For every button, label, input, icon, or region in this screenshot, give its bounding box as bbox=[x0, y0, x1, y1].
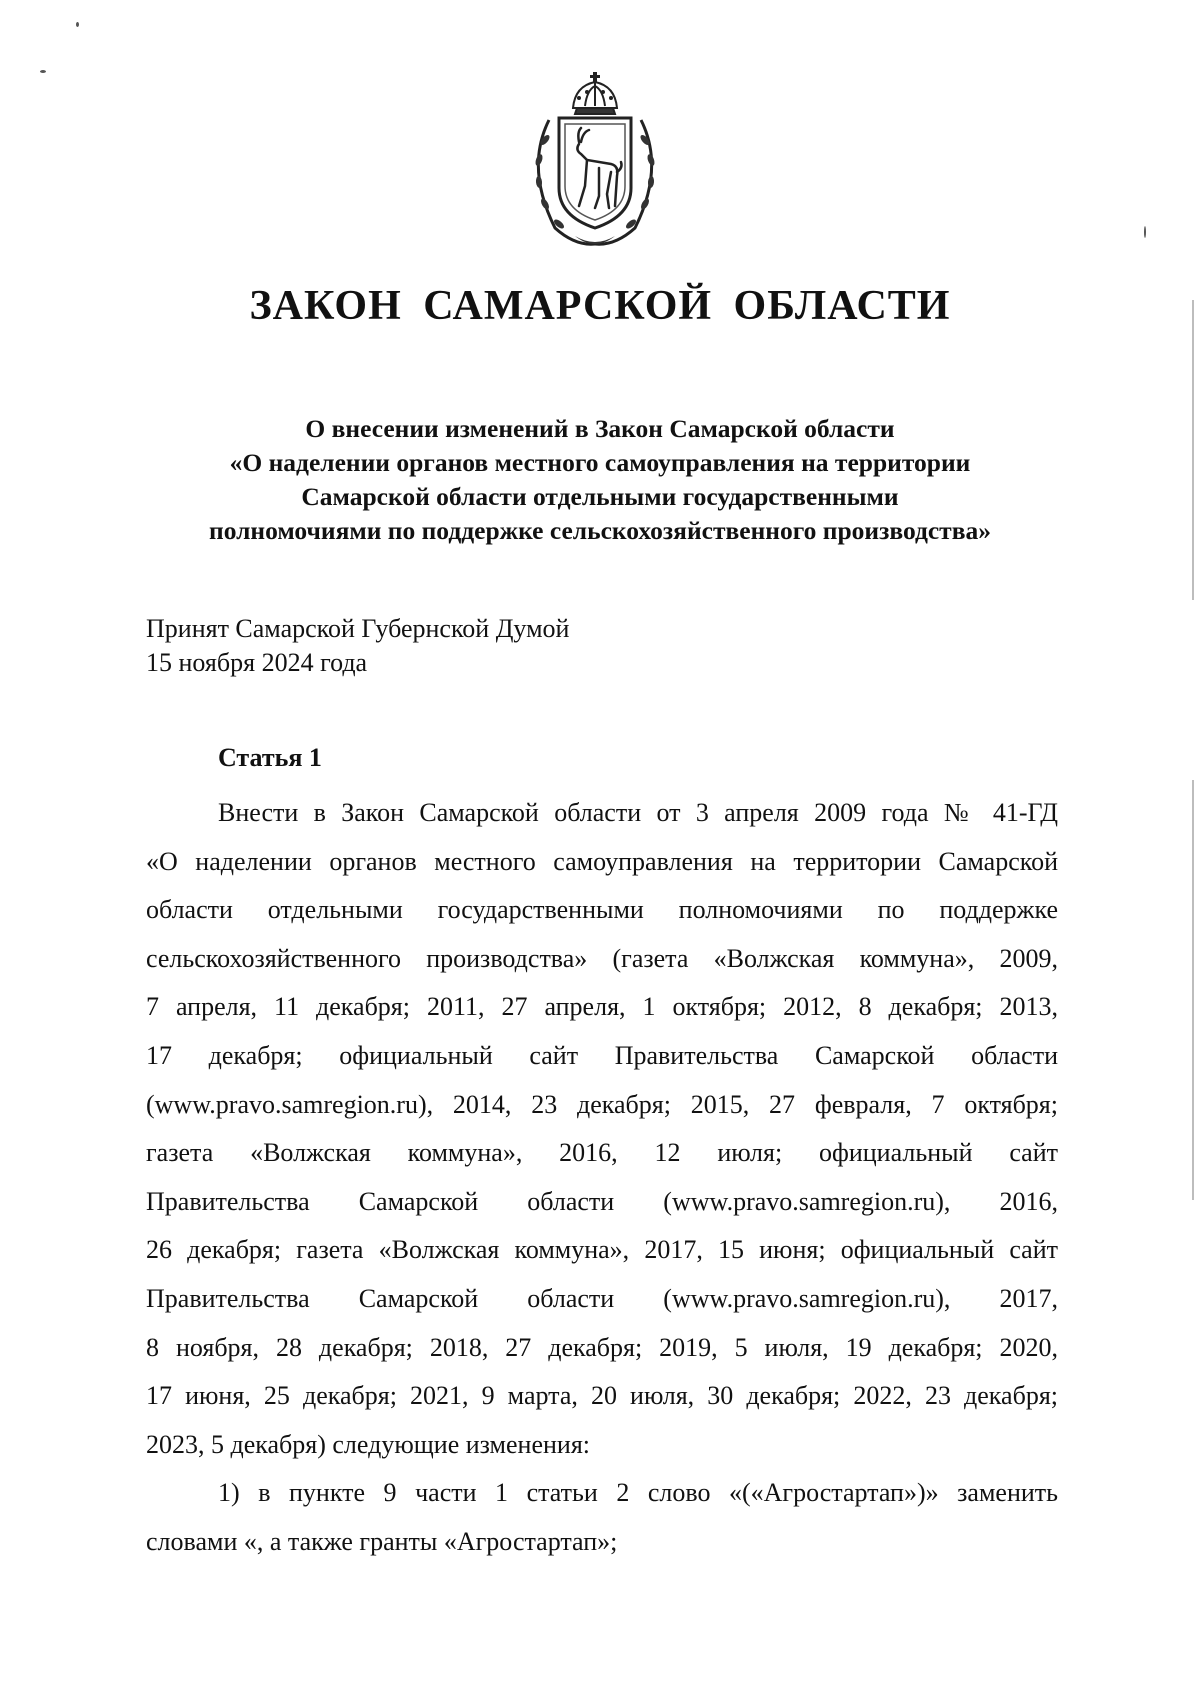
paragraph-line: «О наделении органов местного самоуправления на территории Самарской bbox=[146, 846, 1058, 876]
subtitle-line: «О наделении органов местного самоуправления на территории bbox=[229, 448, 971, 477]
article-heading: Статья 1 bbox=[218, 743, 322, 772]
paragraph-line: Внести в Закон Самарской области от 3 апреля 2009 года № 41-ГД bbox=[218, 798, 1058, 827]
coat-of-arms-icon bbox=[515, 68, 675, 253]
scan-speck bbox=[76, 22, 79, 27]
paragraph-line: сельскохозяйственного производства» (газета «Волжская коммуна», 2009, bbox=[146, 943, 1058, 973]
article-body bbox=[146, 789, 1058, 1567]
paragraph-line: Правительства Самарской области (www.pravo.samregion.ru), 2017, bbox=[146, 1283, 1058, 1313]
paragraph-line: 2023, 5 декабря) следующие изменения: bbox=[146, 1429, 591, 1459]
document-title: ЗАКОН САМАРСКОЙ ОБЛАСТИ bbox=[249, 283, 951, 329]
scan-edge-line bbox=[1192, 300, 1194, 600]
paragraph-line: 17 декабря; официальный сайт Правительства Самарской области bbox=[146, 1040, 1058, 1070]
subtitle-line: полномочиями по поддержке сельскохозяйственного производства» bbox=[209, 516, 991, 545]
subtitle-line: Самарской области отдельными государственными bbox=[301, 482, 899, 511]
scan-edge-line bbox=[1192, 780, 1194, 1200]
scan-speck bbox=[1144, 226, 1146, 238]
document-subtitle bbox=[100, 412, 1100, 548]
paragraph-line: 17 июня, 25 декабря; 2021, 9 марта, 20 июля, 30 декабря; 2022, 23 декабря; bbox=[146, 1381, 1058, 1411]
paragraph-line: области отдельными государственными полномочиями по поддержке bbox=[146, 895, 1058, 925]
paragraph-line: 7 апреля, 11 декабря; 2011, 27 апреля, 1 октября; 2012, 8 декабря; 2013, bbox=[146, 992, 1058, 1022]
paragraph-line: 26 декабря; газета «Волжская коммуна», 2017, 15 июня; официальный сайт bbox=[146, 1235, 1058, 1265]
paragraph-line: Правительства Самарской области (www.pravo.samregion.ru), 2016, bbox=[146, 1186, 1058, 1216]
adopted-by: Принят Самарской Губернской Думой bbox=[146, 614, 570, 643]
paragraph-line: (www.pravo.samregion.ru), 2014, 23 декабря; 2015, 27 февраля, 7 октября; bbox=[146, 1089, 1058, 1119]
subtitle-line: О внесении изменений в Закон Самарской области bbox=[305, 414, 895, 443]
paragraph-line: 8 ноября, 28 декабря; 2018, 27 декабря; 2019, 5 июля, 19 декабря; 2020, bbox=[146, 1332, 1058, 1362]
paragraph-line: 1) в пункте 9 части 1 статьи 2 слово «(«Агростартап»)» заменить bbox=[218, 1478, 1058, 1508]
scan-speck bbox=[40, 70, 46, 73]
adoption-date: 15 ноября 2024 года bbox=[146, 648, 368, 677]
paragraph-line: словами «, а также гранты «Агростартап»; bbox=[146, 1526, 618, 1556]
paragraph-line: газета «Волжская коммуна», 2016, 12 июля; официальный сайт bbox=[146, 1138, 1058, 1168]
adoption-info bbox=[146, 612, 569, 680]
